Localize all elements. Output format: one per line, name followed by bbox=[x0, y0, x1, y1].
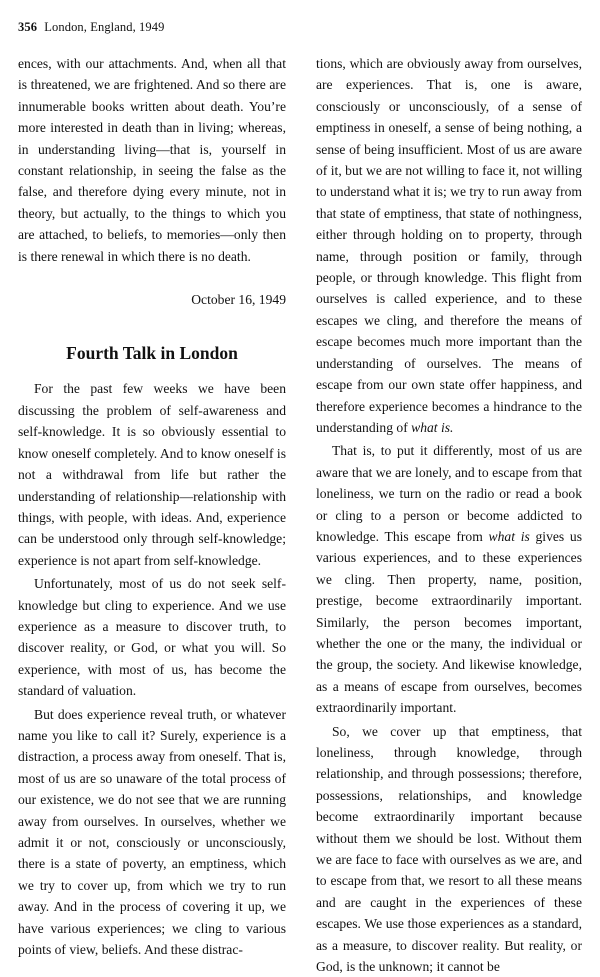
paragraph-text: tions, which are obviously away from ourselves, are experiences. That is, one is aware, consciously or unconsciously, of a sense of emptiness in oneself, a sense of being nothing, a sense of being insufficient. Most of us are aware of it, but we are not willing to face it, not willing to understand what it is; we try to run away from that state of emptiness, that state of nothingness, either through holding on to property, through name, through position or family, through people, or through knowledge. This flight from ourselves is called experience, and to these escapes we cling, and therefore the means of escape becomes much more important than the understanding of ourselves. The means of escape from our own state offer happiness, and therefore experience becomes a hindrance to the understanding of bbox=[316, 56, 582, 435]
paragraph: But does experience reveal truth, or whatever name you like to call it? Surely, experience is a distraction, a process away from oneself. That is, most of us are so unaware of the total process of our existence, we do not see that we are running away from ourselves. In ourselves, whether we admit it or not, consciously or unconsciously, there is a state of poverty, an emptiness, which we try to cover up, from which we try to run away. And in the process of covering it up, we have various experiences; we cling to various points of view, beliefs. And these distrac- bbox=[18, 706, 286, 958]
running-title: London, England, 1949 bbox=[44, 20, 165, 34]
right-column bbox=[316, 53, 582, 977]
paragraph: For the past few weeks we have been discussing the problem of self-awareness and self-knowledge. It is so obviously essential to know oneself completely. And to know oneself is not a withdrawal from life but rather the understanding of relationship—relationship with things, with people, with ideas. And, experience can be understood only through self-knowledge; experience is not apart from self-knowledge. bbox=[18, 381, 286, 568]
talk-date: October 16, 1949 bbox=[191, 292, 286, 308]
paragraph-text: gives us various experiences, and to these experiences we cling. Then property, name, position, prestige, become extraordinarily important. Similarly, the person becomes important, whether the one or the many, the individual or the group, the society. And likewise knowledge, as a means of escape from ourselves, becomes extraordinarily important. bbox=[316, 528, 582, 716]
paragraph: So, we cover up that emptiness, that loneliness, through knowledge, through relationship, and through possessions; therefore, possessions, relationships, and knowledge become extraordinarily important because without them we should be lost. Without them we are face to face with ourselves as we are, and to escape from that, we resort to all these means and are caught in the experiences of these escapes. We use those experiences as a standard, as a measure, to discover reality. But reality, or God, is the unknown; it cannot be bbox=[316, 723, 582, 975]
paragraph-text: That is, to put it differently, most of us are aware that we are lonely, and to escape from that loneliness, we turn on the radio or read a book or cling to a person or become addicted to knowledge. This escape from bbox=[316, 443, 582, 544]
running-head bbox=[18, 20, 164, 35]
section-heading: Fourth Talk in London bbox=[66, 343, 238, 364]
paragraph bbox=[316, 53, 582, 438]
page-number: 356 bbox=[18, 20, 38, 34]
paragraph: Unfortunately, most of us do not seek self-knowledge but cling to experience. And we use experience as a measure to discover truth, to discover reality, or God, or what you will. So experience, with most of us, has become the standard of valuation. bbox=[18, 576, 286, 699]
left-column bbox=[18, 53, 286, 960]
continuation-paragraph: ences, with our attachments. And, when all that is threatened, we are frightened. And so there are innumerable books written about death. You’re more interested in death than in living; whereas, in understanding living—that is, yourself in constant relationship, in seeing the false as the false, and therefore dying every minute, not in theory, but actually, to the things to which you are attached, to beliefs, to memories—only then is there renewal in which there is no death. bbox=[18, 56, 286, 264]
emphasis: what is. bbox=[411, 419, 454, 435]
emphasis: what is bbox=[488, 528, 530, 544]
paragraph bbox=[316, 440, 582, 718]
